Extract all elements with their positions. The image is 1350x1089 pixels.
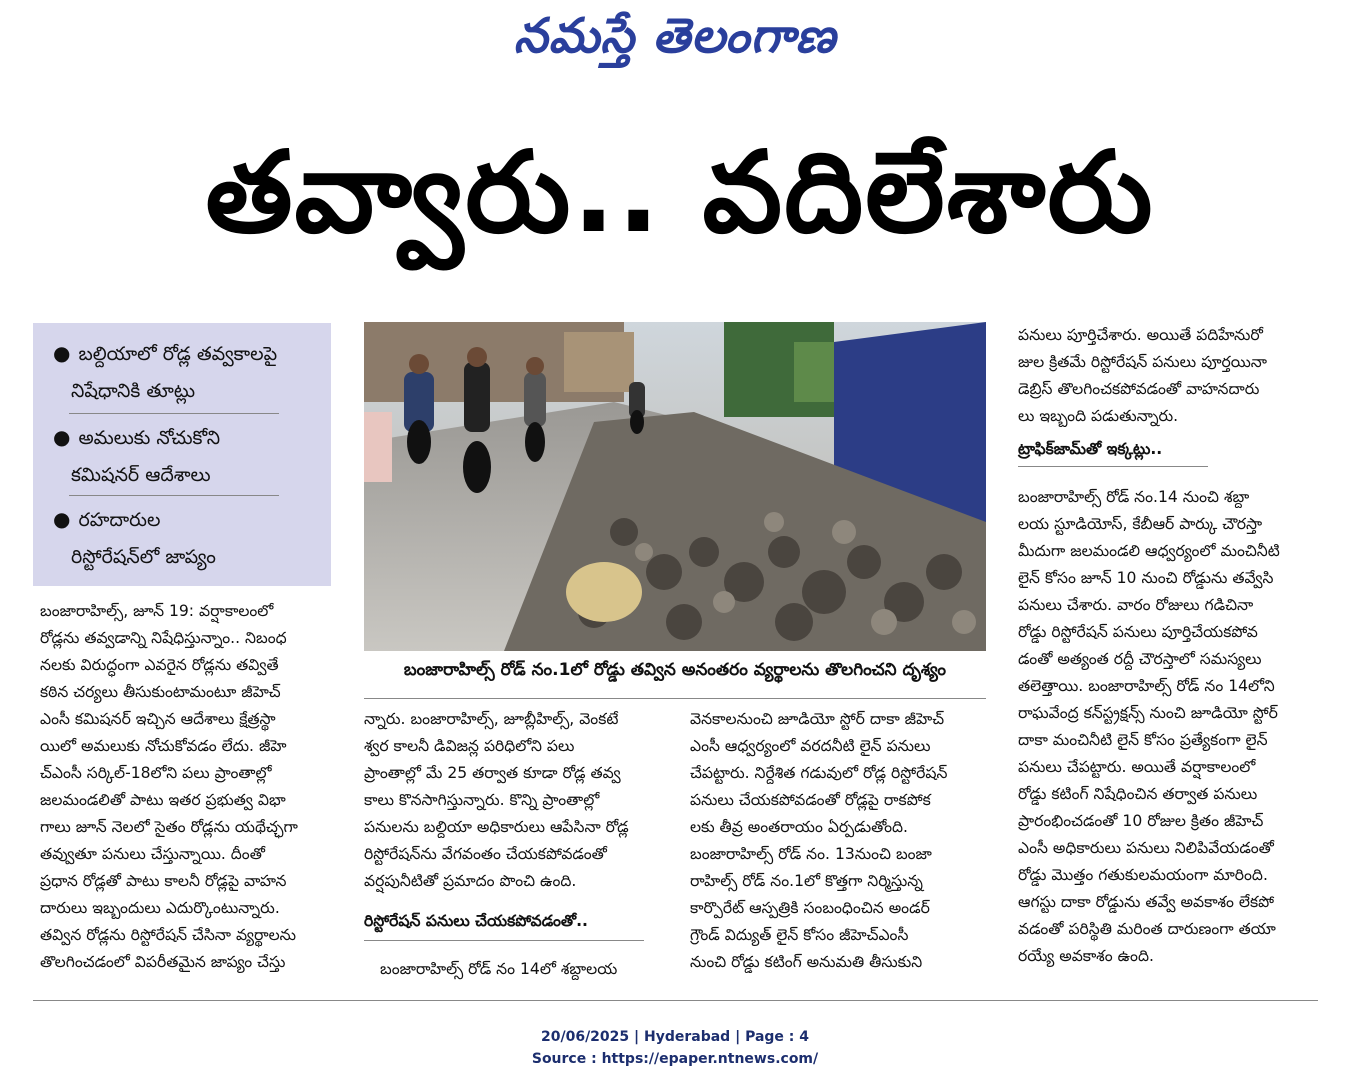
text-line: దారులు ఇబ్బందులు ఎదుర్కొంటున్నారు. (40, 899, 280, 917)
text-line: గ్రౌండ్ విద్యుత్ లైన్ కోసం జీహెచ్ఎంసీ (690, 926, 909, 944)
text-line: ఎంసీ అధికారులు పనులు నిలిపివేయడంతో (1018, 839, 1274, 857)
subhead-rule (364, 940, 644, 941)
text-line: ఎంసీ ఆధ్వర్యంలో వరదనీటి లైన్ పనులు (690, 737, 931, 755)
text-line: బంజారాహిల్స్ రోడ్ నం. 13నుంచి బంజా (690, 845, 932, 863)
text-line: రోడ్డు కటింగ్ నిషేధించిన తర్వాత పనులు (1018, 785, 1258, 803)
bullet-3-cont: రిస్టోరేషన్‌లో జాప్యం (71, 546, 216, 568)
text-line: నలకు విరుద్ధంగా ఎవరైన రోడ్లను తవ్వితే (40, 656, 279, 674)
text-line: శ్వర కాలనీ డివిజన్ల పరిధిలోని పలు (364, 737, 575, 755)
text-line: వెనకాలనుంచి జూడియో స్టోర్ దాకా జీహెచ్ (690, 710, 945, 728)
text-line: చేపట్టారు. నిర్దేశిత గడువులో రోడ్ల రిస్టోరేషన్ (690, 764, 948, 782)
bullet-divider (69, 413, 279, 414)
text-line: వడంతో పరిస్థితి మరింత దారుణంగా తయా (1018, 920, 1276, 938)
article-column-2 (364, 706, 664, 895)
bullet-3-line1: రహదారుల (78, 509, 161, 531)
article-column-2-tail (380, 956, 670, 983)
footer-source-line: Source : https://epaper.ntnews.com/ (531, 1051, 819, 1067)
page-bottom-rule (33, 1000, 1318, 1001)
text-line: ప్రాంతాల్లో మే 25 తర్వాత కూడా రోడ్ల తవ్వ (364, 764, 621, 782)
bullet-divider (69, 495, 279, 496)
bullet-2-line1: అమలుకు నోచుకోని (78, 427, 221, 449)
text-line: లు ఇబ్బంది పడుతున్నారు. (1018, 407, 1179, 425)
text-line: లయ స్టూడియోస్, కేబీఆర్ పార్కు చౌరస్తా (1018, 515, 1263, 533)
text-line: రయ్యే అవకాశం ఉంది. (1018, 947, 1154, 965)
article-column-4-top (1018, 322, 1318, 430)
caption-divider (364, 698, 986, 699)
text-line: లకు తీవ్ర అంతరాయం ఏర్పడుతోంది. (690, 818, 908, 836)
photo-caption: బంజారాహిల్స్ రోడ్ నం.1లో రోడ్డు తవ్విన అనంతరం వ్యర్థాలను తొలగించని దృశ్యం (403, 660, 947, 680)
text-line: కఠిన చర్యలు తీసుకుంటామంటూ జీహెచ్ (40, 683, 281, 701)
text-line: తవ్వుతూ పనులు చేస్తున్నాయి. దీంతో (40, 845, 265, 863)
text-line: రాహిల్స్ రోడ్ నం.1లో కొత్తగా నిర్మిస్తున్న (690, 872, 923, 890)
text-line: జుల క్రితమే రిస్టోరేషన్ పనులు పూర్తయినా (1018, 353, 1267, 371)
text-line: రోడ్డు రిస్టోరేషన్ పనులు పూర్తిచేయకపోవ (1018, 623, 1258, 641)
article-column-1 (40, 598, 340, 976)
bullet-1-line1: బల్దియాలో రోడ్ల తవ్వకాలపై (78, 343, 278, 365)
text-line: జలమండలితో పాటు ఇతర ప్రభుత్వ విభా (40, 791, 286, 809)
highlights-box (33, 323, 331, 586)
subheading: రిస్టోరేషన్ పనులు చేయకపోవడంతో.. (364, 912, 588, 930)
text-line: బంజారాహిల్స్ రోడ్ నం 14లో శబ్దాలయ (380, 960, 618, 978)
article-column-4 (1018, 484, 1318, 970)
text-line: పనులు చేపట్టారు. అయితే వర్షాకాలంలో (1018, 758, 1256, 776)
text-line: డంతో అత్యంత రద్దీ చౌరస్తాలో సమస్యలు (1018, 650, 1262, 668)
text-line: పనులు పూర్తిచేశారు. అయితే పదిహేనురో (1018, 326, 1263, 344)
text-line: తొలగించడంలో విపరీతమైన జాప్యం చేస్తు (40, 953, 286, 971)
text-line: రాఘవేంద్ర కన్‌స్ట్రక్షన్స్ నుంచి జూడియో స్టోర్ (1018, 704, 1278, 722)
page-footer (0, 1026, 1350, 1070)
text-line: చ్ఎంసీ సర్కిల్-18లోని పలు ప్రాంతాల్లో (40, 764, 272, 782)
text-line: రోడ్డు మొత్తం గతుకులమయంగా మారింది. (1018, 866, 1268, 884)
text-line: ప్రారంభించడంతో 10 రోజుల క్రితం జీహెచ్ (1018, 812, 1264, 830)
text-line: మీదుగా జలమండలి ఆధ్వర్యంలో మంచినీటి (1018, 542, 1280, 560)
text-line: వర్షపునీటితో ప్రమాదం పొంచి ఉంది. (364, 872, 577, 890)
bullet-2: ● అమలుకు నోచుకోని (53, 425, 221, 449)
text-line: తలెత్తాయి. బంజారాహిల్స్ రోడ్ నం 14లోని (1018, 677, 1275, 695)
text-line: కాలు కొనసాగిస్తున్నారు. కొన్ని ప్రాంతాల్లో (364, 791, 600, 809)
text-line: బంజారాహిల్స్, జూన్ 19: వర్షాకాలంలో (40, 602, 274, 620)
bullet-3: ● రహదారుల (53, 507, 161, 531)
text-line: ఆగస్టు దాకా రోడ్డును తవ్వే అవకాశం లేకపో (1018, 893, 1274, 911)
footer-date-line: 20/06/2025 | Hyderabad | Page : 4 (540, 1029, 810, 1045)
text-line: తవ్విన రోడ్లను రిస్టోరేషన్ చేసినా వ్యర్థాలను (40, 926, 297, 944)
text-line: గాలు జూన్ నెలలో సైతం రోడ్లను యథేచ్ఛగా (40, 818, 298, 836)
text-line: నుంచి రోడ్డు కటింగ్ అనుమతి తీసుకుని (690, 953, 923, 971)
article-column-3 (690, 706, 990, 976)
text-line: యిలో అమలుకు నోచుకోవడం లేదు. జీహె (40, 737, 287, 755)
text-line: డెబ్రిస్ తొలగించకపోవడంతో వాహనదారు (1018, 380, 1260, 398)
masthead-logo (0, 8, 1350, 76)
headline: తవ్వారు.. వదిలేశారు (205, 128, 1155, 258)
text-line: రిస్టోరేషన్‌ను వేగవంతం చేయకపోవడంతో (364, 845, 607, 863)
bullet-1: ● బల్దియాలో రోడ్ల తవ్వకాలపై (53, 341, 278, 365)
text-line: లైన్ కోసం జూన్ 10 నుంచి రోడ్డును తవ్వేసి (1018, 569, 1274, 587)
text-line: పనులు చేశారు. వారం రోజులు గడిచినా (1018, 596, 1254, 614)
text-line: న్నారు. బంజారాహిల్స్, జూబ్లీహిల్స్, వెంకటే (364, 710, 619, 728)
text-line: ఎంసీ కమిషనర్ ఇచ్చిన ఆదేశాలు క్షేత్రస్థా (40, 710, 276, 728)
news-photo (364, 322, 986, 651)
subhead-rule (1018, 466, 1208, 467)
masthead-text: నమస్తే తెలంగాణ (513, 8, 837, 64)
text-line: దాకా మంచినీటి లైన్ కోసం ప్రత్యేకంగా లైన్ (1018, 731, 1268, 749)
text-line: కార్పొరేట్ ఆస్పత్రికి సంబంధించిన అండర్ (690, 899, 930, 917)
text-line: ప్రధాన రోడ్లతో పాటు కాలనీ రోడ్లపై వాహన (40, 872, 287, 890)
text-line: పనులను బల్దియా అధికారులు ఆపేసినా రోడ్ల (364, 818, 629, 836)
bullet-1-cont: నిషేధానికి తూట్లు (71, 380, 196, 402)
text-line: బంజారాహిల్స్ రోడ్ నం.14 నుంచి శబ్దా (1018, 488, 1250, 506)
subheading: ట్రాఫిక్‌జామ్‌తో ఇక్కట్లు.. (1018, 440, 1163, 458)
text-line: పనులు చేయకపోవడంతో రోడ్లపై రాకపోక (690, 791, 931, 809)
bullet-2-cont: కమిషనర్ ఆదేశాలు (71, 464, 211, 486)
text-line: రోడ్లను తవ్వడాన్ని నిషేధిస్తున్నాం.. నిబంధ (40, 629, 287, 647)
